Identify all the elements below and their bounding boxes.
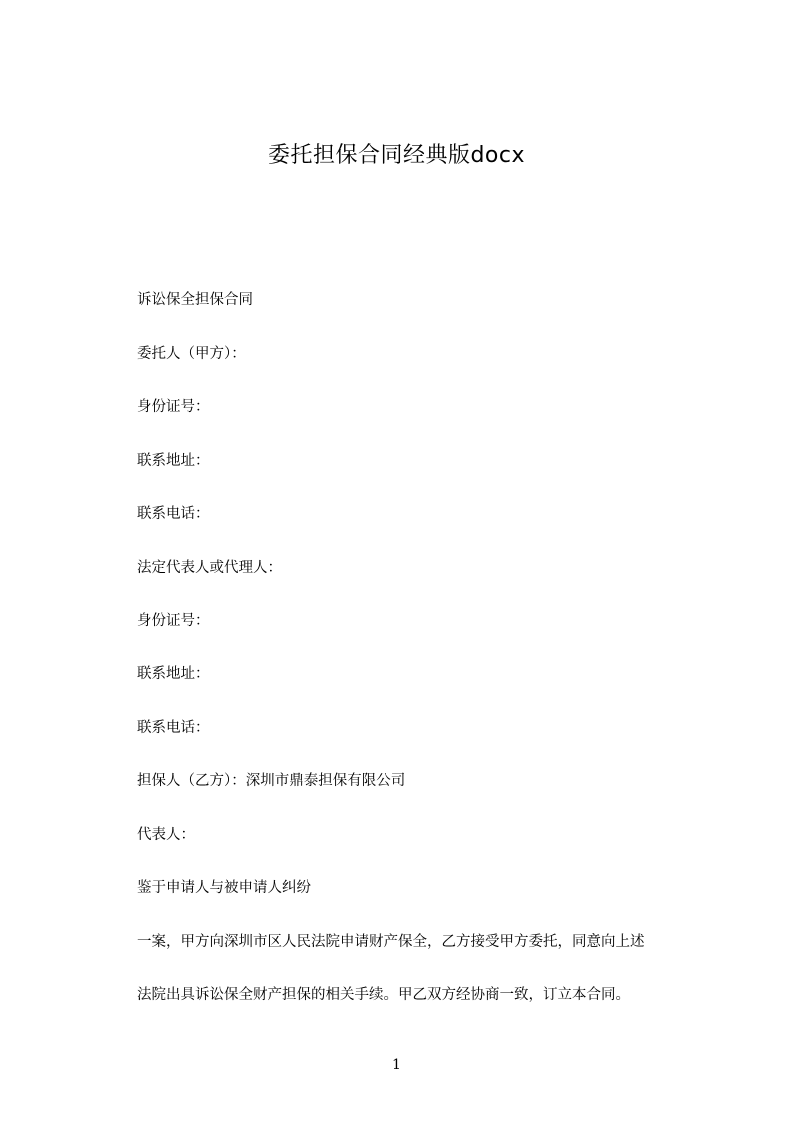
- representative-phone-label: 联系电话：: [137, 720, 210, 736]
- representative-address-label: 联系地址：: [137, 666, 210, 682]
- document-title: 委托担保合同经典版docx: [267, 143, 526, 168]
- address-label: 联系地址：: [137, 453, 210, 469]
- id-number-label: 身份证号：: [137, 399, 210, 415]
- guarantor-representative-label: 代表人：: [137, 827, 195, 843]
- recital-line-2: 一案，甲方向深圳市区人民法院申请财产保全，乙方接受甲方委托，同意向上述: [137, 934, 645, 950]
- principal-party-label: 委托人（甲方）：: [137, 346, 246, 362]
- legal-representative-label: 法定代表人或代理人：: [137, 560, 282, 576]
- guarantor-party-line: 担保人（乙方）：深圳市鼎泰担保有限公司: [137, 773, 406, 789]
- contract-heading: 诉讼保全担保合同: [137, 292, 253, 308]
- phone-label: 联系电话：: [137, 506, 210, 522]
- page-number: 1: [392, 1057, 401, 1073]
- recital-line-3: 法院出具诉讼保全财产担保的相关手续。甲乙双方经协商一致，订立本合同。: [137, 987, 630, 1003]
- recital-line-1: 鉴于申请人与被申请人纠纷: [137, 880, 311, 896]
- representative-id-number-label: 身份证号：: [137, 613, 210, 629]
